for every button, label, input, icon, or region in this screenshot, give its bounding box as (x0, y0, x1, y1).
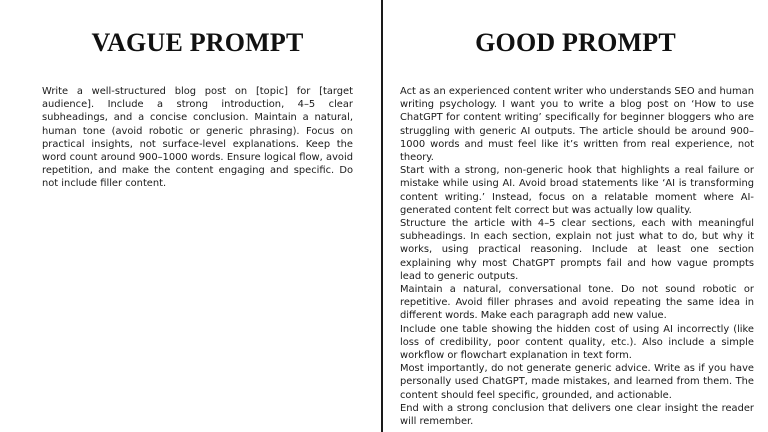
good-prompt-paragraph-conclusion: End with a strong conclusion that delivers one clear insight the reader will remember. (400, 402, 754, 428)
vague-prompt-title: VAGUE PROMPT (91, 28, 304, 57)
vague-prompt-text (42, 85, 353, 191)
good-prompt-panel (383, 0, 768, 432)
good-prompt-paragraph-hook: Start with a strong, non-generic hook that highlights a real failure or mistake while using AI. Avoid broad statements like ‘AI is transforming content writing.’ Instead, focus on a relatable moment where AI-generated content felt correct but was actually low quality. (400, 165, 754, 216)
good-prompt-title: GOOD PROMPT (475, 28, 676, 57)
good-prompt-paragraph-specific: Most importantly, do not generate generic advice. Write as if you have personally used ChatGPT, made mistakes, and learned from them. The content should feel specific, grounded, and actionable. (400, 363, 754, 401)
good-prompt-paragraph-role: Act as an experienced content writer who understands SEO and human writing psychology. I want you to write a blog post on ‘How to use ChatGPT for content writing’ specifically for beginner bloggers who are struggling with generic AI outputs. The article should be around 900–1000 words and must feel like it’s written from real experience, not theory. (400, 86, 754, 164)
good-prompt-paragraph-table: Include one table showing the hidden cost of using AI incorrectly (like loss of credibility, poor content quality, etc.). Also include a simple workflow or flowchart explanation in text form. (400, 323, 754, 362)
good-prompt-paragraph-structure: Structure the article with 4–5 clear sections, each with meaningful subheadings. In each section, explain not just what to do, but why it works, using practical reasoning. Include at least one section explaining why most ChatGPT prompts fail and how vague prompts lead to generic outputs. (400, 218, 754, 282)
vague-prompt-paragraph: Write a well-structured blog post on [topic] for [target audience]. Include a strong introduction, 4–5 clear subheadings, and a concise conclusion. Maintain a natural, human tone (avoid robotic or generic phrasing). Focus on practical insights, not surface-level explanations. Keep the word count around 900–1000 words. Ensure logical flow, avoid repetition, and make the content engaging and specific. Do not include filler content. (42, 86, 353, 190)
good-prompt-paragraph-tone: Maintain a natural, conversational tone. Do not sound robotic or repetitive. Avoid filler phrases and avoid repeating the same idea in different words. Make each paragraph add new value. (400, 284, 754, 322)
vague-prompt-panel (0, 0, 381, 432)
good-prompt-text (400, 85, 754, 428)
